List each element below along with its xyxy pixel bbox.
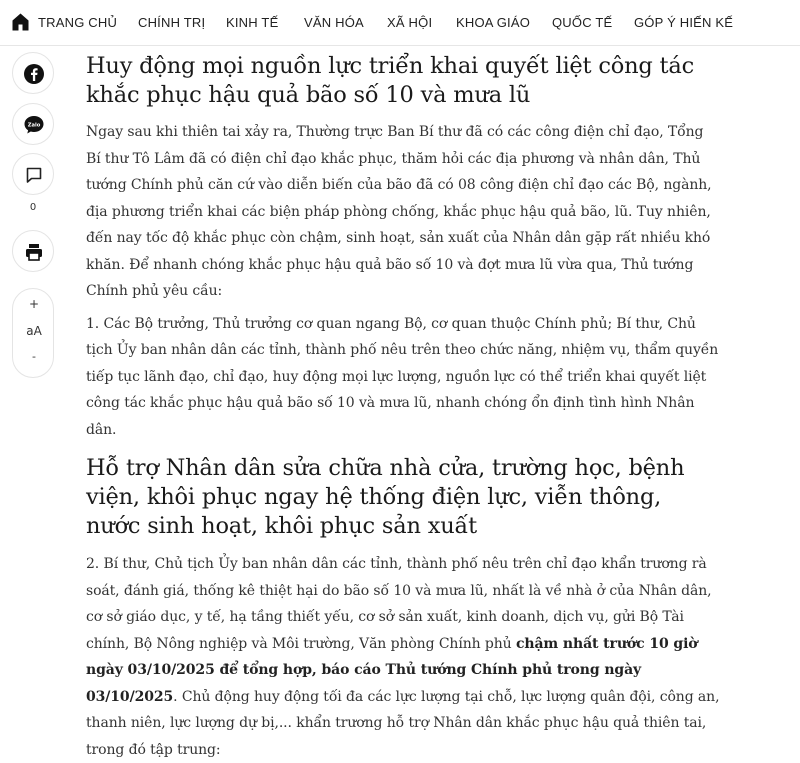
nav-item-van-hoa[interactable]: VĂN HÓA xyxy=(304,15,364,30)
nav-item-chinh-tri[interactable]: CHÍNH TRỊ xyxy=(138,15,206,30)
article-subheading: Hỗ trợ Nhân dân sửa chữa nhà cửa, trường học, bệnh viện, khôi phục ngay hệ thống điện lực, viễn thông, nước sinh hoạt, khôi phục sản xuất xyxy=(86,455,685,539)
nav-item-gop-y-hien-ke[interactable]: GÓP Ý HIẾN KẾ xyxy=(634,15,734,30)
facebook-share-button[interactable] xyxy=(12,52,54,94)
nav-item-trang-chu[interactable]: TRANG CHỦ xyxy=(38,15,118,30)
article-point-2: 2. Bí thư, Chủ tịch Ủy ban nhân dân các tỉnh, thành phố nêu trên chỉ đạo khẩn trương rà soát, đánh giá, thống kê thiệt hại do bão số 10 và mưa lũ, nhất là về nhà ở của Nhân dân, cơ sở giáo dục, y tế, hạ tầng thiết yếu, cơ sở sản xuất, kinh doanh, dịch vụ, gửi Bộ Tài chính, Bộ Nông nghiệp và Môi trường, Văn phòng Chính phủ chậm nhất trước 10 giờ ngày 03/10/2025 để tổng hợp, báo cáo Thủ tướng Chính phủ trong ngày 03/10/2025. Chủ động huy động tối đa các lực lượng tại chỗ, lực lượng quân đội, công an, thanh niên, lực lượng dự bị,... khẩn trương hỗ trợ Nhân dân khắc phục hậu quả thiên tai, trong đó tập trung: xyxy=(86,556,720,758)
article-intro: Ngay sau khi thiên tai xảy ra, Thường trực Ban Bí thư đã có các công điện chỉ đạo, Tổng Bí thư Tô Lâm đã có điện chỉ đạo khắc phục, thăm hỏi các địa phương và nhân dân, Thủ tướng Chính phủ căn cứ vào diễn biến của bão đã có 08 công điện chỉ đạo các Bộ, ngành, địa phương triển khai các biện pháp phòng chống, khắc phục hậu quả bão, lũ. Tuy nhiên, đến nay tốc độ khắc phục còn chậm, sinh hoạt, sản xuất của Nhân dân gặp rất nhiều khó khăn. Để nhanh chóng khắc phục hậu quả bão số 10 và đợt mưa lũ vừa qua, Thủ tướng Chính phủ yêu cầu: xyxy=(86,124,712,299)
font-decrease-button[interactable]: - xyxy=(32,350,36,363)
svg-text:Zalo: Zalo xyxy=(27,122,41,129)
zalo-share-button[interactable] xyxy=(12,103,54,145)
font-increase-button[interactable]: + xyxy=(28,297,40,311)
comment-count: 0 xyxy=(29,202,37,213)
comment-button[interactable] xyxy=(12,153,54,195)
nav-item-kinh-te[interactable]: KINH TẾ xyxy=(226,15,279,30)
article-point-1: 1. Các Bộ trưởng, Thủ trưởng cơ quan ngang Bộ, cơ quan thuộc Chính phủ; Bí thư, Chủ tịch Ủy ban nhân dân các tỉnh, thành phố nêu trên theo chức năng, nhiệm vụ, thẩm quyền tiếp tục lãnh đạo, chỉ đạo, huy động mọi lực lượng, nguồn lực có thể triển khai quyết liệt công tác khắc phục hậu quả bão số 10 và mưa lũ, nhanh chóng ổn định tình hình Nhân dân. xyxy=(86,315,719,438)
print-button[interactable] xyxy=(12,230,54,272)
nav-item-khoa-giao[interactable]: KHOA GIÁO xyxy=(456,15,531,30)
print-icon xyxy=(23,241,45,263)
top-navigation xyxy=(0,0,800,46)
zalo-icon xyxy=(23,114,45,136)
font-size-control xyxy=(12,288,54,378)
home-icon[interactable] xyxy=(12,13,29,31)
nav-item-xa-hoi[interactable]: XÃ HỘI xyxy=(387,15,433,30)
comment-icon xyxy=(23,164,45,186)
article-body xyxy=(86,52,722,763)
article-title: Huy động mọi nguồn lực triển khai quyết liệt công tác khắc phục hậu quả bão số 10 và mưa lũ xyxy=(86,53,694,108)
facebook-icon xyxy=(23,63,45,85)
nav-item-quoc-te[interactable]: QUỐC TẾ xyxy=(552,15,613,30)
deadline-text: chậm nhất trước 10 giờ ngày 03/10/2025 để tổng hợp, báo cáo Thủ tướng Chính phủ trong ngày 03/10/2025 xyxy=(86,635,698,705)
font-size-label: aA xyxy=(26,324,42,338)
